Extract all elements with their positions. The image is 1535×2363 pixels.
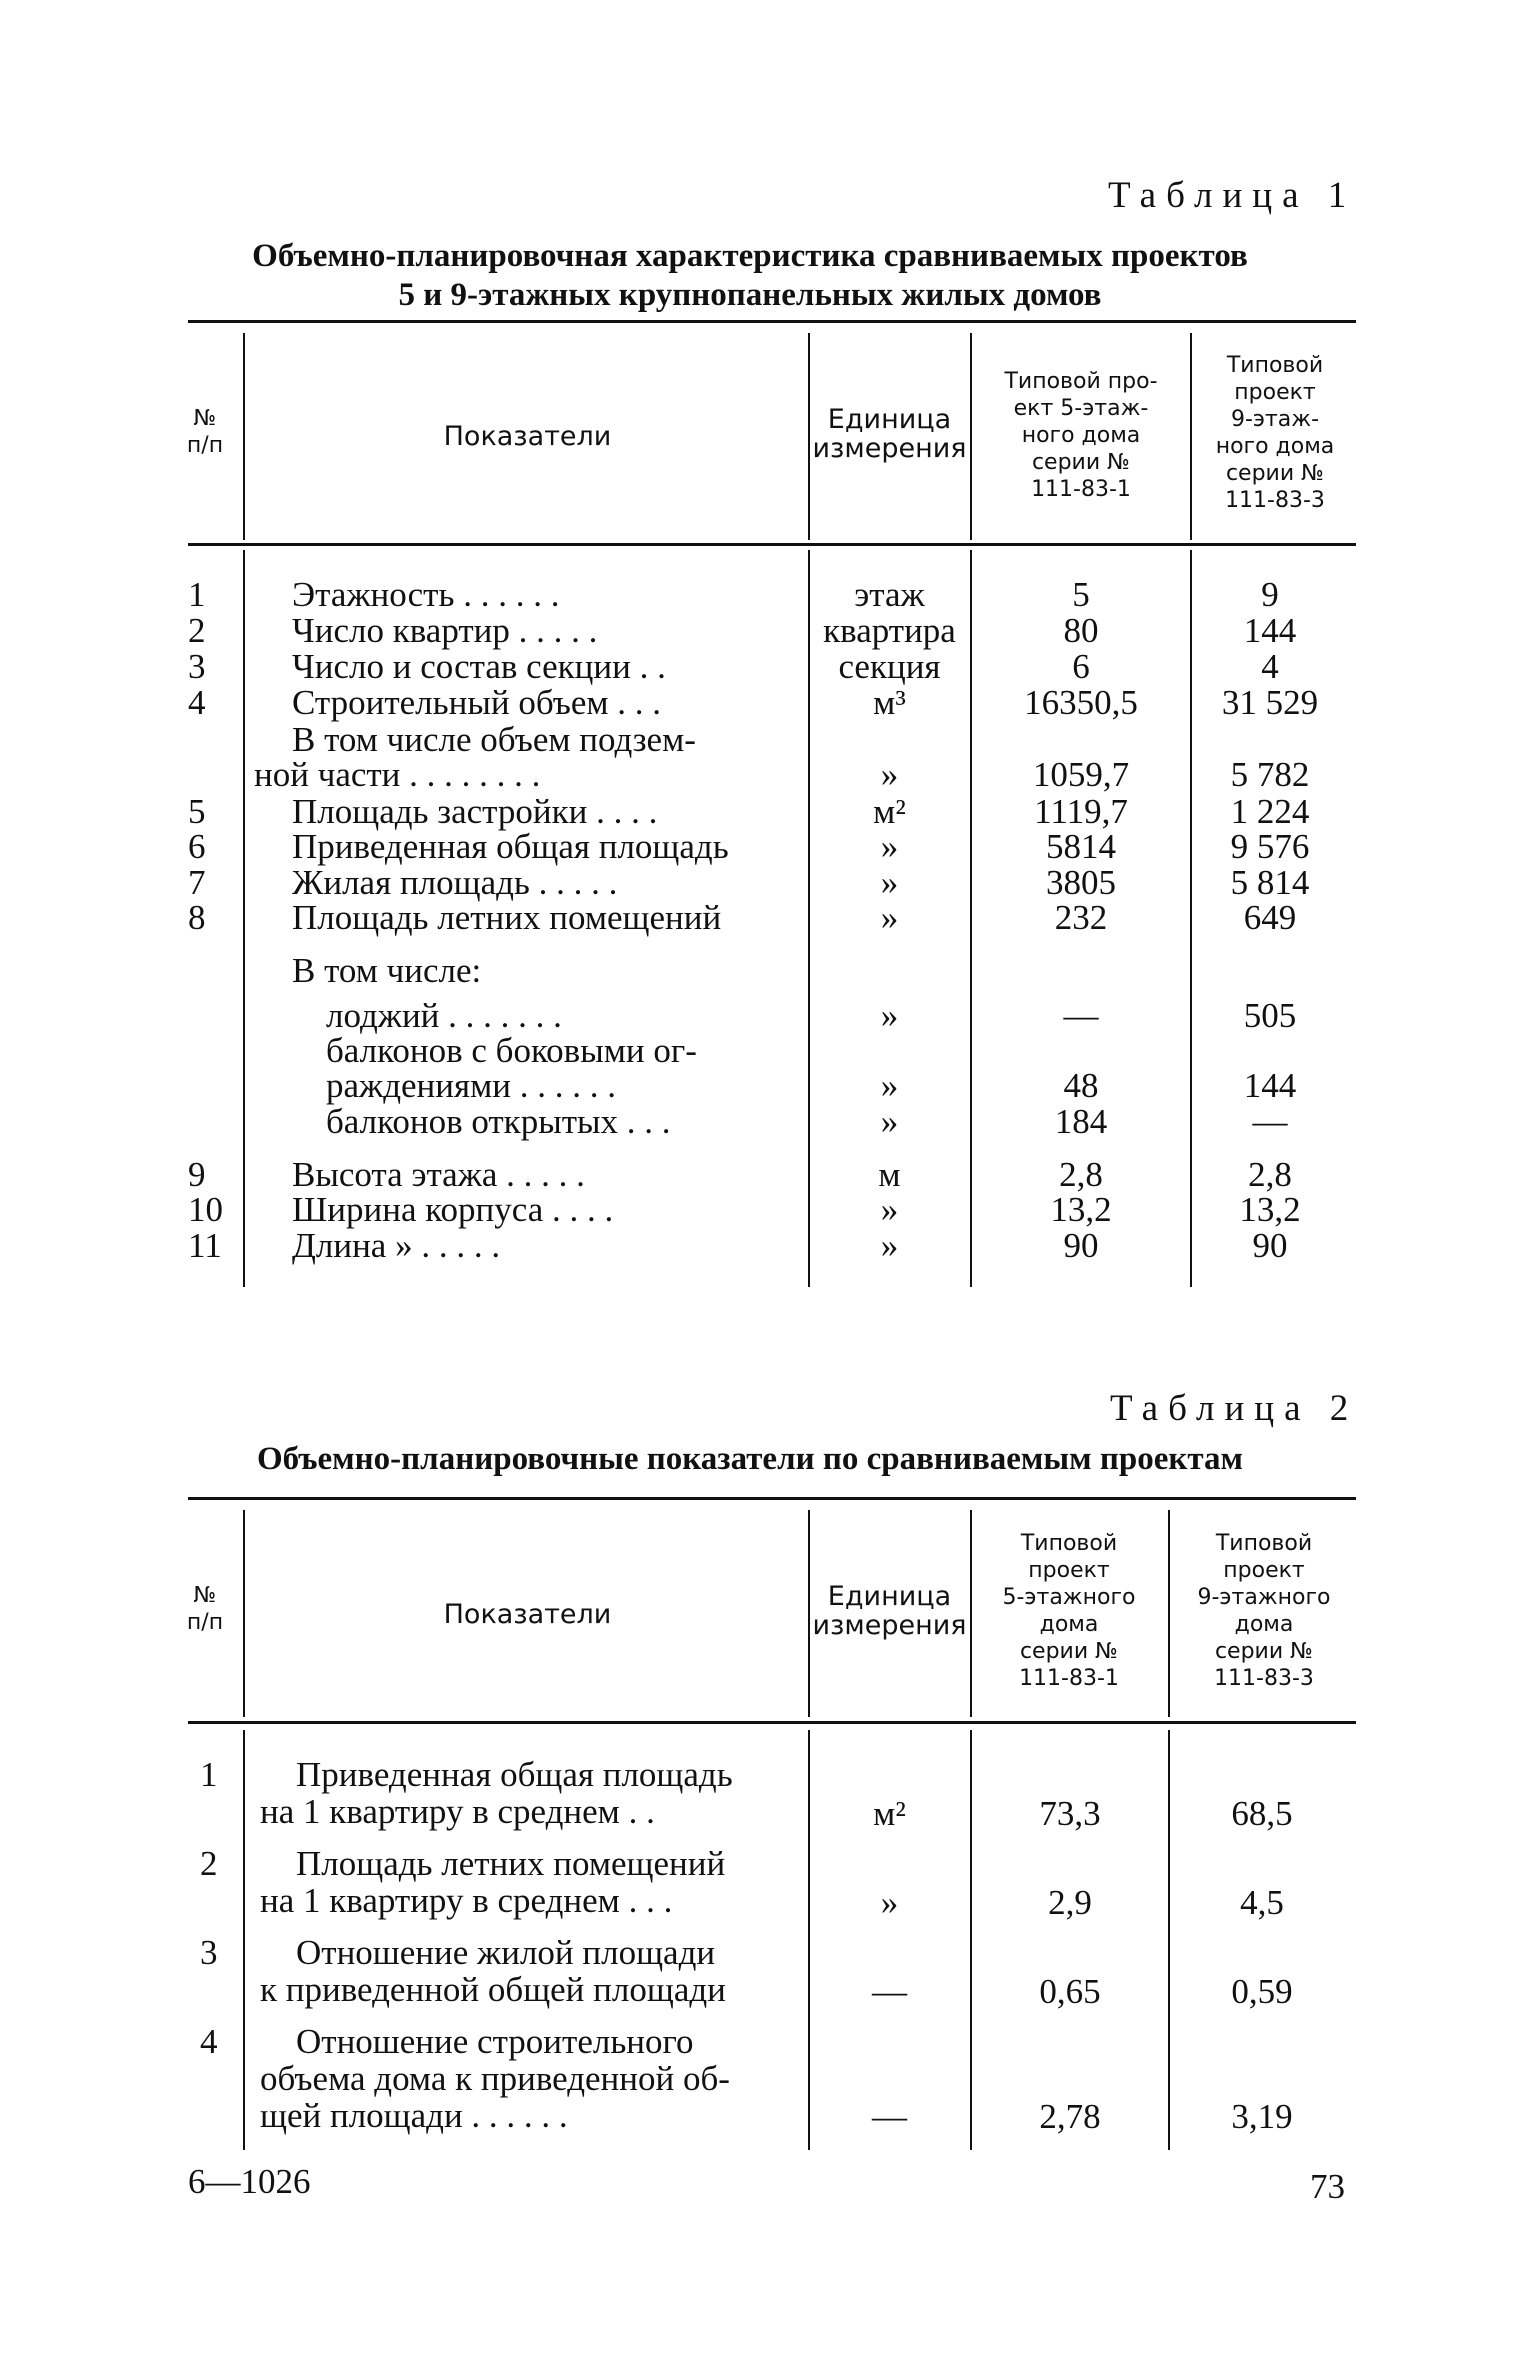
table1-row-value-5: 232 (1054, 898, 1108, 937)
table1-row-value-5: 80 (1063, 611, 1099, 650)
table1-header-divider (1190, 333, 1192, 540)
table1-row-unit: секция (838, 647, 941, 686)
table2-body-divider (1168, 1730, 1170, 2150)
table1-row-value-5: — (1063, 996, 1099, 1035)
table2-row-num: 4 (200, 2022, 218, 2061)
table1-row-label: лоджий . . . . . . . (326, 996, 562, 1035)
table1-row-num: 8 (188, 898, 206, 937)
table1-row-num: 6 (188, 827, 206, 866)
table1-row-label: балконов с боковыми ог- (326, 1031, 697, 1070)
table1-row-unit: » (880, 1102, 899, 1141)
table1-row-label: Площадь летних помещений (292, 898, 722, 937)
table1-row-label: Число и состав секции . . (292, 647, 666, 686)
table1-row-value-5: 3805 (1046, 863, 1116, 902)
table1-row-unit: м³ (873, 683, 906, 722)
table2-row-unit: » (880, 1883, 899, 1922)
table1-title-line1: Объемно-планировочная характеристика сравниваемых проектов (252, 238, 1248, 274)
table1-row-value-9: 505 (1243, 996, 1297, 1035)
table2-header-project5: Типовой проект 5-этажного дома серии № 111-83-1 (1002, 1531, 1136, 1691)
table2-row-value-5: 2,78 (1039, 2097, 1101, 2136)
table2-row-label-line: объема дома к приведенной об- (260, 2059, 730, 2098)
table2-header-divider (808, 1510, 810, 1717)
table1-row-unit: квартира (823, 611, 956, 650)
table2-row-value-9: 0,59 (1231, 1972, 1293, 2011)
table1-row-num: 10 (188, 1190, 223, 1229)
table1-header-divider (970, 333, 972, 540)
table1-row-label: балконов открытых . . . (326, 1102, 671, 1141)
table1-row-label: Площадь застройки . . . . (292, 792, 658, 831)
table1-row-label: Ширина корпуса . . . . (292, 1190, 614, 1229)
table1-row-unit: » (880, 1226, 899, 1265)
table2-row-value-9: 68,5 (1231, 1794, 1293, 1833)
table1-row-value-5: 1119,7 (1034, 792, 1128, 831)
table1-row-value-9: 144 (1243, 611, 1297, 650)
table1-row-label: В том числе объем подзем- (292, 720, 696, 759)
table1-row-num: 9 (188, 1155, 206, 1194)
table2-caption: Таблица 2 (1110, 1388, 1359, 1429)
table1-row-num: 3 (188, 647, 206, 686)
table1-row-value-9: 2,8 (1248, 1155, 1292, 1194)
table1-row-value-5: 6 (1072, 647, 1090, 686)
table1-row-label: В том числе: (292, 951, 482, 990)
table2-row-value-5: 2,9 (1048, 1883, 1092, 1922)
footer-signature: 6—1026 (188, 2162, 311, 2201)
table2-body-divider (970, 1730, 972, 2150)
table2-row-num: 3 (200, 1933, 218, 1972)
table1-header-divider (243, 333, 245, 540)
table1-row-value-5: 13,2 (1050, 1190, 1112, 1229)
table2-header-unit: Единица измерения (812, 1581, 967, 1641)
table1-row-value-9: 5 782 (1230, 755, 1310, 794)
table1-row-label: Высота этажа . . . . . (292, 1155, 585, 1194)
table2-row-label-line: на 1 квартиру в среднем . . (260, 1792, 655, 1831)
table1-header-divider (808, 333, 810, 540)
table2-row-value-9: 4,5 (1240, 1883, 1284, 1922)
table1-row-value-5: 48 (1063, 1066, 1099, 1105)
table1-row-unit: м² (873, 792, 906, 831)
table1-row-value-5: 5814 (1046, 827, 1116, 866)
table1-body-divider (970, 550, 972, 1287)
table1-row-value-9: 4 (1261, 647, 1279, 686)
table1-row-value-5: 1059,7 (1032, 755, 1130, 794)
table1-row-value-9: 90 (1252, 1226, 1288, 1265)
table2-header-project9: Типовой проект 9-этажного дома серии № 111-83-3 (1197, 1531, 1331, 1691)
table1-row-value-9: — (1252, 1102, 1288, 1141)
table1-top-rule (188, 320, 1356, 323)
table1-header-unit: Единица измерения (812, 404, 967, 464)
table2-body-divider (243, 1730, 245, 2150)
table1-row-unit: » (880, 1190, 899, 1229)
table1-row-label: Длина » . . . . . (292, 1226, 501, 1265)
table2-row-value-5: 0,65 (1039, 1972, 1101, 2011)
table1-row-label: Число квартир . . . . . (292, 611, 598, 650)
table1-row-value-5: 5 (1072, 575, 1090, 614)
table2-header-divider (243, 1510, 245, 1717)
table2-row-unit: — (872, 1972, 907, 2011)
table1-row-value-9: 13,2 (1239, 1190, 1301, 1229)
table1-row-unit: » (880, 863, 899, 902)
table1-row-value-5: 16350,5 (1024, 683, 1138, 722)
table2-row-value-9: 3,19 (1231, 2097, 1293, 2136)
table2-title: Объемно-планировочные показатели по сравниваемым проектам (256, 1441, 1244, 1477)
table1-row-unit: » (880, 898, 899, 937)
table2-header-num: № п/п (186, 1583, 224, 1635)
table1-header-rule (188, 543, 1356, 546)
table2-body-divider (808, 1730, 810, 2150)
table1-row-value-9: 144 (1243, 1066, 1297, 1105)
table1-row-unit: » (880, 1066, 899, 1105)
table1-row-label: Жилая площадь . . . . . (292, 863, 618, 902)
table2-header-rule (188, 1721, 1356, 1724)
table1-row-num: 7 (188, 863, 206, 902)
table1-body-divider (243, 550, 245, 1287)
table1-row-value-9: 5 814 (1230, 863, 1310, 902)
table2-row-value-5: 73,3 (1039, 1794, 1101, 1833)
table1-row-label: Приведенная общая площадь (292, 827, 729, 866)
table1-row-unit: » (880, 827, 899, 866)
table2-row-label-line: к приведенной общей площади (260, 1970, 726, 2009)
table1-title-line2: 5 и 9-этажных крупнопанельных жилых домов (398, 277, 1102, 313)
table1-body-divider (1190, 550, 1192, 1287)
table1-row-value-5: 184 (1054, 1102, 1108, 1141)
table1-row-value-9: 9 576 (1230, 827, 1310, 866)
table1-row-value-5: 2,8 (1059, 1155, 1103, 1194)
table2-row-label-line: Отношение строительного (296, 2022, 694, 2061)
table1-row-label: раждениями . . . . . . (326, 1066, 616, 1105)
table2-row-num: 1 (200, 1755, 218, 1794)
page-number: 73 (1310, 2167, 1345, 2206)
table1-caption: Таблица 1 (1108, 175, 1357, 216)
table1-header-indicator: Показатели (443, 421, 612, 452)
table2-row-label-line: Площадь летних помещений (296, 1844, 726, 1883)
table1-row-num: 2 (188, 611, 206, 650)
table2-row-label-line: на 1 квартиру в среднем . . . (260, 1881, 673, 1920)
table1-row-unit: » (880, 996, 899, 1035)
table1-row-value-9: 1 224 (1230, 792, 1310, 831)
table1-row-num: 1 (188, 575, 206, 614)
table1-row-unit: » (880, 755, 899, 794)
table1-row-value-5: 90 (1063, 1226, 1099, 1265)
table2-row-label-line: Отношение жилой площади (296, 1933, 716, 1972)
table2-row-unit: — (872, 2097, 907, 2136)
table1-row-unit: этаж (854, 575, 925, 614)
table1-header-num: № п/п (186, 406, 224, 458)
table2-row-num: 2 (200, 1844, 218, 1883)
table2-row-label-line: Приведенная общая площадь (296, 1755, 733, 1794)
table2-header-divider (1168, 1510, 1170, 1717)
table1-row-label: Этажность . . . . . . (292, 575, 560, 614)
table2-row-label-line: щей площади . . . . . . (260, 2096, 568, 2135)
table1-header-project9: Типовой проект 9-этаж- ного дома серии № 111-83-3 (1215, 353, 1335, 513)
table1-row-unit: м (878, 1155, 901, 1194)
table1-row-num: 5 (188, 792, 206, 831)
table1-row-num: 11 (188, 1226, 222, 1265)
table2-row-unit: м² (873, 1794, 906, 1833)
table1-row-label: ной части . . . . . . . . (254, 755, 541, 794)
table2-top-rule (188, 1497, 1356, 1500)
table1-row-value-9: 649 (1243, 898, 1297, 937)
table1-body-divider (808, 550, 810, 1287)
table1-row-num: 4 (188, 683, 206, 722)
table1-header-project5: Типовой про- ект 5-этаж- ного дома серии № 111-83-1 (1004, 369, 1158, 502)
table1-row-value-9: 9 (1261, 575, 1279, 614)
table1-row-value-9: 31 529 (1221, 683, 1319, 722)
table2-header-indicator: Показатели (443, 1599, 612, 1630)
table1-row-label: Строительный объем . . . (292, 683, 662, 722)
